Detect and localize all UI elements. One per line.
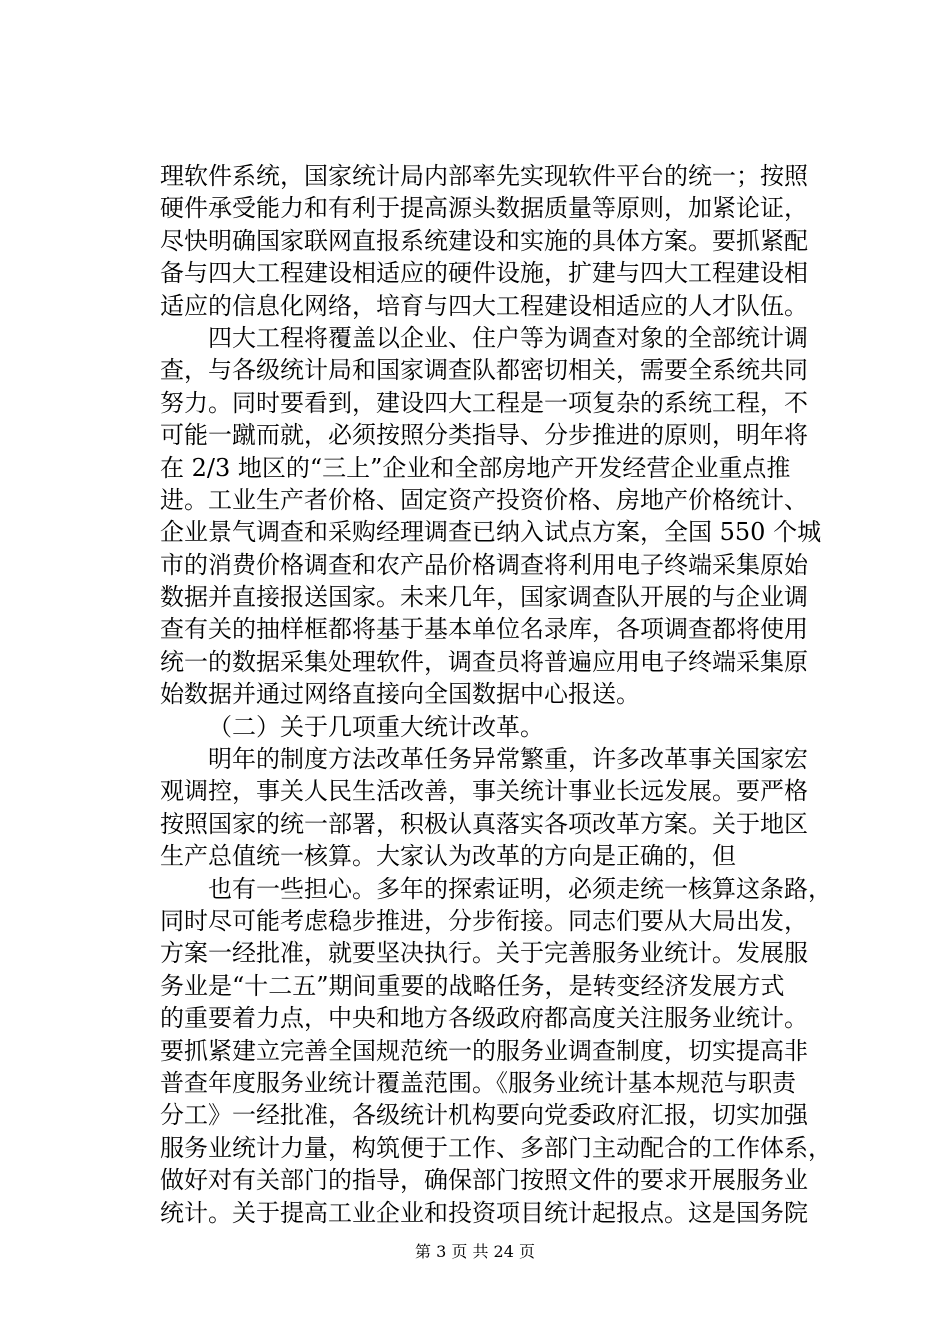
- text-line: 的重要着力点，中央和地方各级政府都高度关注服务业统计。: [160, 1004, 808, 1033]
- text-line: （二）关于几项重大统计改革。: [208, 712, 544, 741]
- text-line: 统计。关于提高工业企业和投资项目统计起报点。这是国务院: [160, 1198, 808, 1227]
- text-line: 普查年度服务业统计覆盖范围。《服务业统计基本规范与职责: [160, 1068, 796, 1097]
- text-line: 适应的信息化网络，培育与四大工程建设相适应的人才队伍。: [160, 291, 808, 320]
- text-line: 企业景气调查和采购经理调查已纳入试点方案，全国 550 个城: [160, 518, 822, 547]
- text-line: 方案一经批准，就要坚决执行。关于完善服务业统计。发展服: [160, 939, 808, 968]
- text-line: 统一的数据采集处理软件，调查员将普遍应用电子终端采集原: [160, 647, 808, 676]
- text-line: 尽快明确国家联网直报系统建设和实施的具体方案。要抓紧配: [160, 226, 808, 255]
- text-line: 理软件系统，国家统计局内部率先实现软件平台的统一；按照: [160, 162, 808, 190]
- text-line: 按照国家的统一部署，积极认真落实各项改革方案。关于地区: [160, 809, 808, 838]
- text-line: 分工》一经批准，各级统计机构要向党委政府汇报，切实加强: [160, 1101, 808, 1130]
- text-line: 生产总值统一核算。大家认为改革的方向是正确的，但: [160, 842, 736, 871]
- text-line: 务业是“十二五”期间重要的战略任务，是转变经济发展方式: [160, 971, 785, 1000]
- text-line: 观调控，事关人民生活改善，事关统计事业长远发展。要严格: [160, 777, 808, 806]
- text-line: 在 2/3 地区的“三上”企业和全部房地产开发经营企业重点推: [160, 453, 791, 482]
- document-body: [160, 160, 830, 1229]
- text-line: 备与四大工程建设相适应的硬件设施，扩建与四大工程建设相: [160, 259, 808, 288]
- text-line: 同时尽可能考虑稳步推进，分步衔接。同志们要从大局出发，: [160, 906, 808, 935]
- text-line: 努力。同时要看到，建设四大工程是一项复杂的系统工程，不: [160, 388, 808, 417]
- text-line: 数据并直接报送国家。未来几年，国家调查队开展的与企业调: [160, 583, 808, 612]
- text-line: 服务业统计力量，构筑便于工作、多部门主动配合的工作体系，: [160, 1133, 832, 1162]
- text-line: 四大工程将覆盖以企业、住户等为调查对象的全部统计调: [208, 323, 808, 352]
- text-line: 查有关的抽样框都将基于基本单位名录库，各项调查都将使用: [160, 615, 808, 644]
- text-line: 查，与各级统计局和国家调查队都密切相关，需要全系统共同: [160, 356, 808, 385]
- text-line: 可能一蹴而就，必须按照分类指导、分步推进的原则，明年将: [160, 421, 808, 450]
- text-line: 明年的制度方法改革任务异常繁重，许多改革事关国家宏: [208, 745, 808, 774]
- text-line: 硬件承受能力和有利于提高源头数据质量等原则，加紧论证，: [160, 194, 808, 223]
- text-line: 始数据并通过网络直接向全国数据中心报送。: [160, 680, 640, 709]
- text-line: 市的消费价格调查和农产品价格调查将利用电子终端采集原始: [160, 550, 808, 579]
- text-line: 也有一些担心。多年的探索证明，必须走统一核算这条路，: [208, 874, 832, 903]
- text-line: 做好对有关部门的指导，确保部门按照文件的要求开展服务业: [160, 1166, 808, 1195]
- text-line: 要抓紧建立完善全国规范统一的服务业调查制度，切实提高非: [160, 1036, 808, 1065]
- text-line: 进。工业生产者价格、固定资产投资价格、房地产价格统计、: [160, 485, 808, 514]
- page-footer: 第 3 页 共 24 页: [415, 1242, 535, 1261]
